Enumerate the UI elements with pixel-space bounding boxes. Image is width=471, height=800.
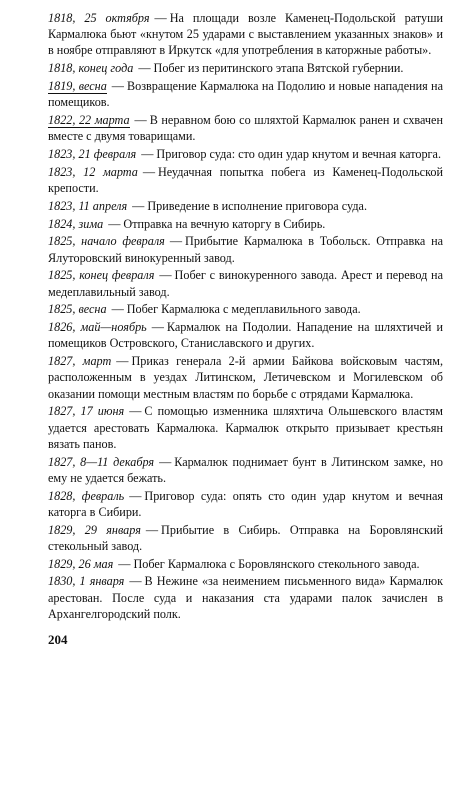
entry-date: 1825, весна bbox=[48, 302, 107, 317]
entry-dash: — bbox=[108, 216, 121, 231]
entry-dash: — bbox=[159, 268, 172, 283]
entry-text: Приведение в исполнение приговора суда. bbox=[147, 198, 367, 213]
chronology-entry bbox=[48, 319, 443, 351]
page-number: 204 bbox=[48, 632, 68, 647]
chronology-entry bbox=[48, 233, 443, 265]
entry-dash: — bbox=[129, 488, 142, 503]
chronology-entry bbox=[48, 522, 443, 554]
entry-text: Приговор суда: опять сто один удар кнутом и вечная каторга в Сибири. bbox=[48, 488, 444, 519]
entry-dash: — bbox=[116, 354, 129, 369]
entry-date: 1818, конец года bbox=[48, 61, 134, 76]
entry-text: Приговор суда: сто один удар кнутом и вечная каторга. bbox=[156, 147, 442, 161]
chronology-entry bbox=[48, 164, 443, 196]
chronology-entry bbox=[48, 301, 443, 317]
entry-date: 1829, 29 января bbox=[48, 522, 141, 537]
chronology-entry bbox=[48, 488, 443, 520]
chronology-entry bbox=[48, 112, 443, 144]
chronology-entry bbox=[48, 216, 443, 232]
entry-dash: — bbox=[145, 522, 159, 537]
chronology-list bbox=[48, 10, 443, 624]
entry-date: 1828, февраль bbox=[48, 488, 125, 503]
entry-text: Побег из перитинского этапа Вятской губернии. bbox=[153, 61, 404, 76]
chronology-entry bbox=[48, 78, 443, 110]
chronology-entry bbox=[48, 146, 443, 162]
entry-text: С помощью изменника шляхтича Ольшевского властям удается арестовать Кармалюка. Кармалюк открыто призывает крестьян вязать панов. bbox=[48, 404, 444, 451]
entry-date: 1823, 12 марта bbox=[48, 164, 138, 179]
entry-date: 1823, 21 февраля bbox=[48, 147, 137, 161]
entry-dash: — bbox=[118, 556, 131, 571]
entry-date: 1830, 1 января bbox=[48, 574, 125, 589]
entry-dash: — bbox=[154, 11, 167, 25]
entry-text: Побег с винокуренного завода. Арест и перевод на медеплавильный завод. bbox=[48, 268, 443, 299]
entry-dash: — bbox=[138, 61, 151, 76]
entry-text: Неудачная попытка побега из Каменец-Подольской крепости. bbox=[48, 164, 443, 195]
entry-date: 1827, 17 июня bbox=[48, 404, 125, 419]
chronology-entry bbox=[48, 454, 443, 486]
entry-dash: — bbox=[134, 113, 147, 127]
entry-text: Приказ генерала 2-й армии Байкова войсковым частям, расположенным в уездах Литинском, Летичевском и Могилевском об оказании помощи местным властям по борьбе с отрядами Кармалюка. bbox=[48, 354, 444, 401]
entry-date: 1819, весна bbox=[48, 79, 107, 93]
chronology-entry bbox=[48, 353, 443, 402]
chronology-entry bbox=[48, 403, 443, 452]
entry-text: Побег Кармалюка с Боровлянского стекольного завода. bbox=[133, 556, 420, 571]
entry-dash: — bbox=[132, 198, 145, 213]
entry-date: 1822, 22 марта bbox=[48, 113, 130, 127]
entry-date: 1827, 8—11 декабря bbox=[48, 454, 155, 469]
entry-text: На площади возле Каменец-Подольской ратуши Кармалюка бьют «кнутом 25 ударами с выставлением указанных знаков» и в ноябре отправляют в Иркутск «для употребления в каторжные работы». bbox=[48, 11, 443, 58]
chronology-entry bbox=[48, 556, 443, 572]
entry-dash: — bbox=[159, 454, 172, 469]
entry-text: Отправка на вечную каторгу в Сибирь. bbox=[123, 216, 326, 231]
entry-dash: — bbox=[142, 164, 155, 179]
entry-text: Возвращение Кармалюка на Подолию и новые нападения на помещиков. bbox=[48, 79, 443, 110]
entry-dash: — bbox=[129, 574, 142, 589]
entry-date: 1824, зима bbox=[48, 216, 104, 231]
entry-date: 1827, март bbox=[48, 354, 112, 369]
entry-text: В Нежине «за неимением письменного вида» Кармалюк арестован. После суда и наказания ста ударами палок зачислен в Архангелгородский полк. bbox=[48, 574, 443, 621]
entry-dash: — bbox=[151, 320, 164, 335]
entry-text: Кармалюк поднимает бунт в Литинском замке, но ему не удается бежать. bbox=[48, 454, 444, 485]
entry-dash: — bbox=[129, 404, 142, 419]
chronology-entry bbox=[48, 198, 443, 214]
chronology-entry bbox=[48, 60, 443, 76]
entry-date: 1825, начало февраля bbox=[48, 234, 165, 249]
entry-dash: — bbox=[111, 79, 124, 93]
entry-text: Прибытие Кармалюка в Тобольск. Отправка на Ялуторовский винокуренный завод. bbox=[48, 234, 443, 265]
entry-text: Побег Кармалюка с медеплавильного завода. bbox=[126, 302, 361, 317]
entry-text: В неравном бою со шляхтой Кармалюк ранен и схвачен вместе с двумя товарищами. bbox=[48, 113, 443, 144]
entry-dash: — bbox=[111, 302, 124, 317]
chronology-entry bbox=[48, 267, 443, 299]
entry-date: 1829, 26 мая bbox=[48, 556, 114, 571]
chronology-entry bbox=[48, 10, 443, 59]
entry-date: 1823, 11 апреля bbox=[48, 198, 128, 213]
entry-date: 1818, 25 октября bbox=[48, 11, 150, 25]
entry-dash: — bbox=[141, 147, 154, 161]
entry-text: Прибытие в Сибирь. Отправка на Боровлянский стекольный завод. bbox=[48, 522, 443, 553]
chronology-entry bbox=[48, 573, 443, 622]
entry-text: Кармалюк на Подолии. Нападение на шляхтичей и помещиков Островского, Станиславского и других. bbox=[48, 320, 444, 351]
entry-date: 1825, конец февраля bbox=[48, 268, 155, 283]
entry-date: 1826, май—ноябрь bbox=[48, 320, 147, 335]
entry-dash: — bbox=[169, 234, 183, 249]
